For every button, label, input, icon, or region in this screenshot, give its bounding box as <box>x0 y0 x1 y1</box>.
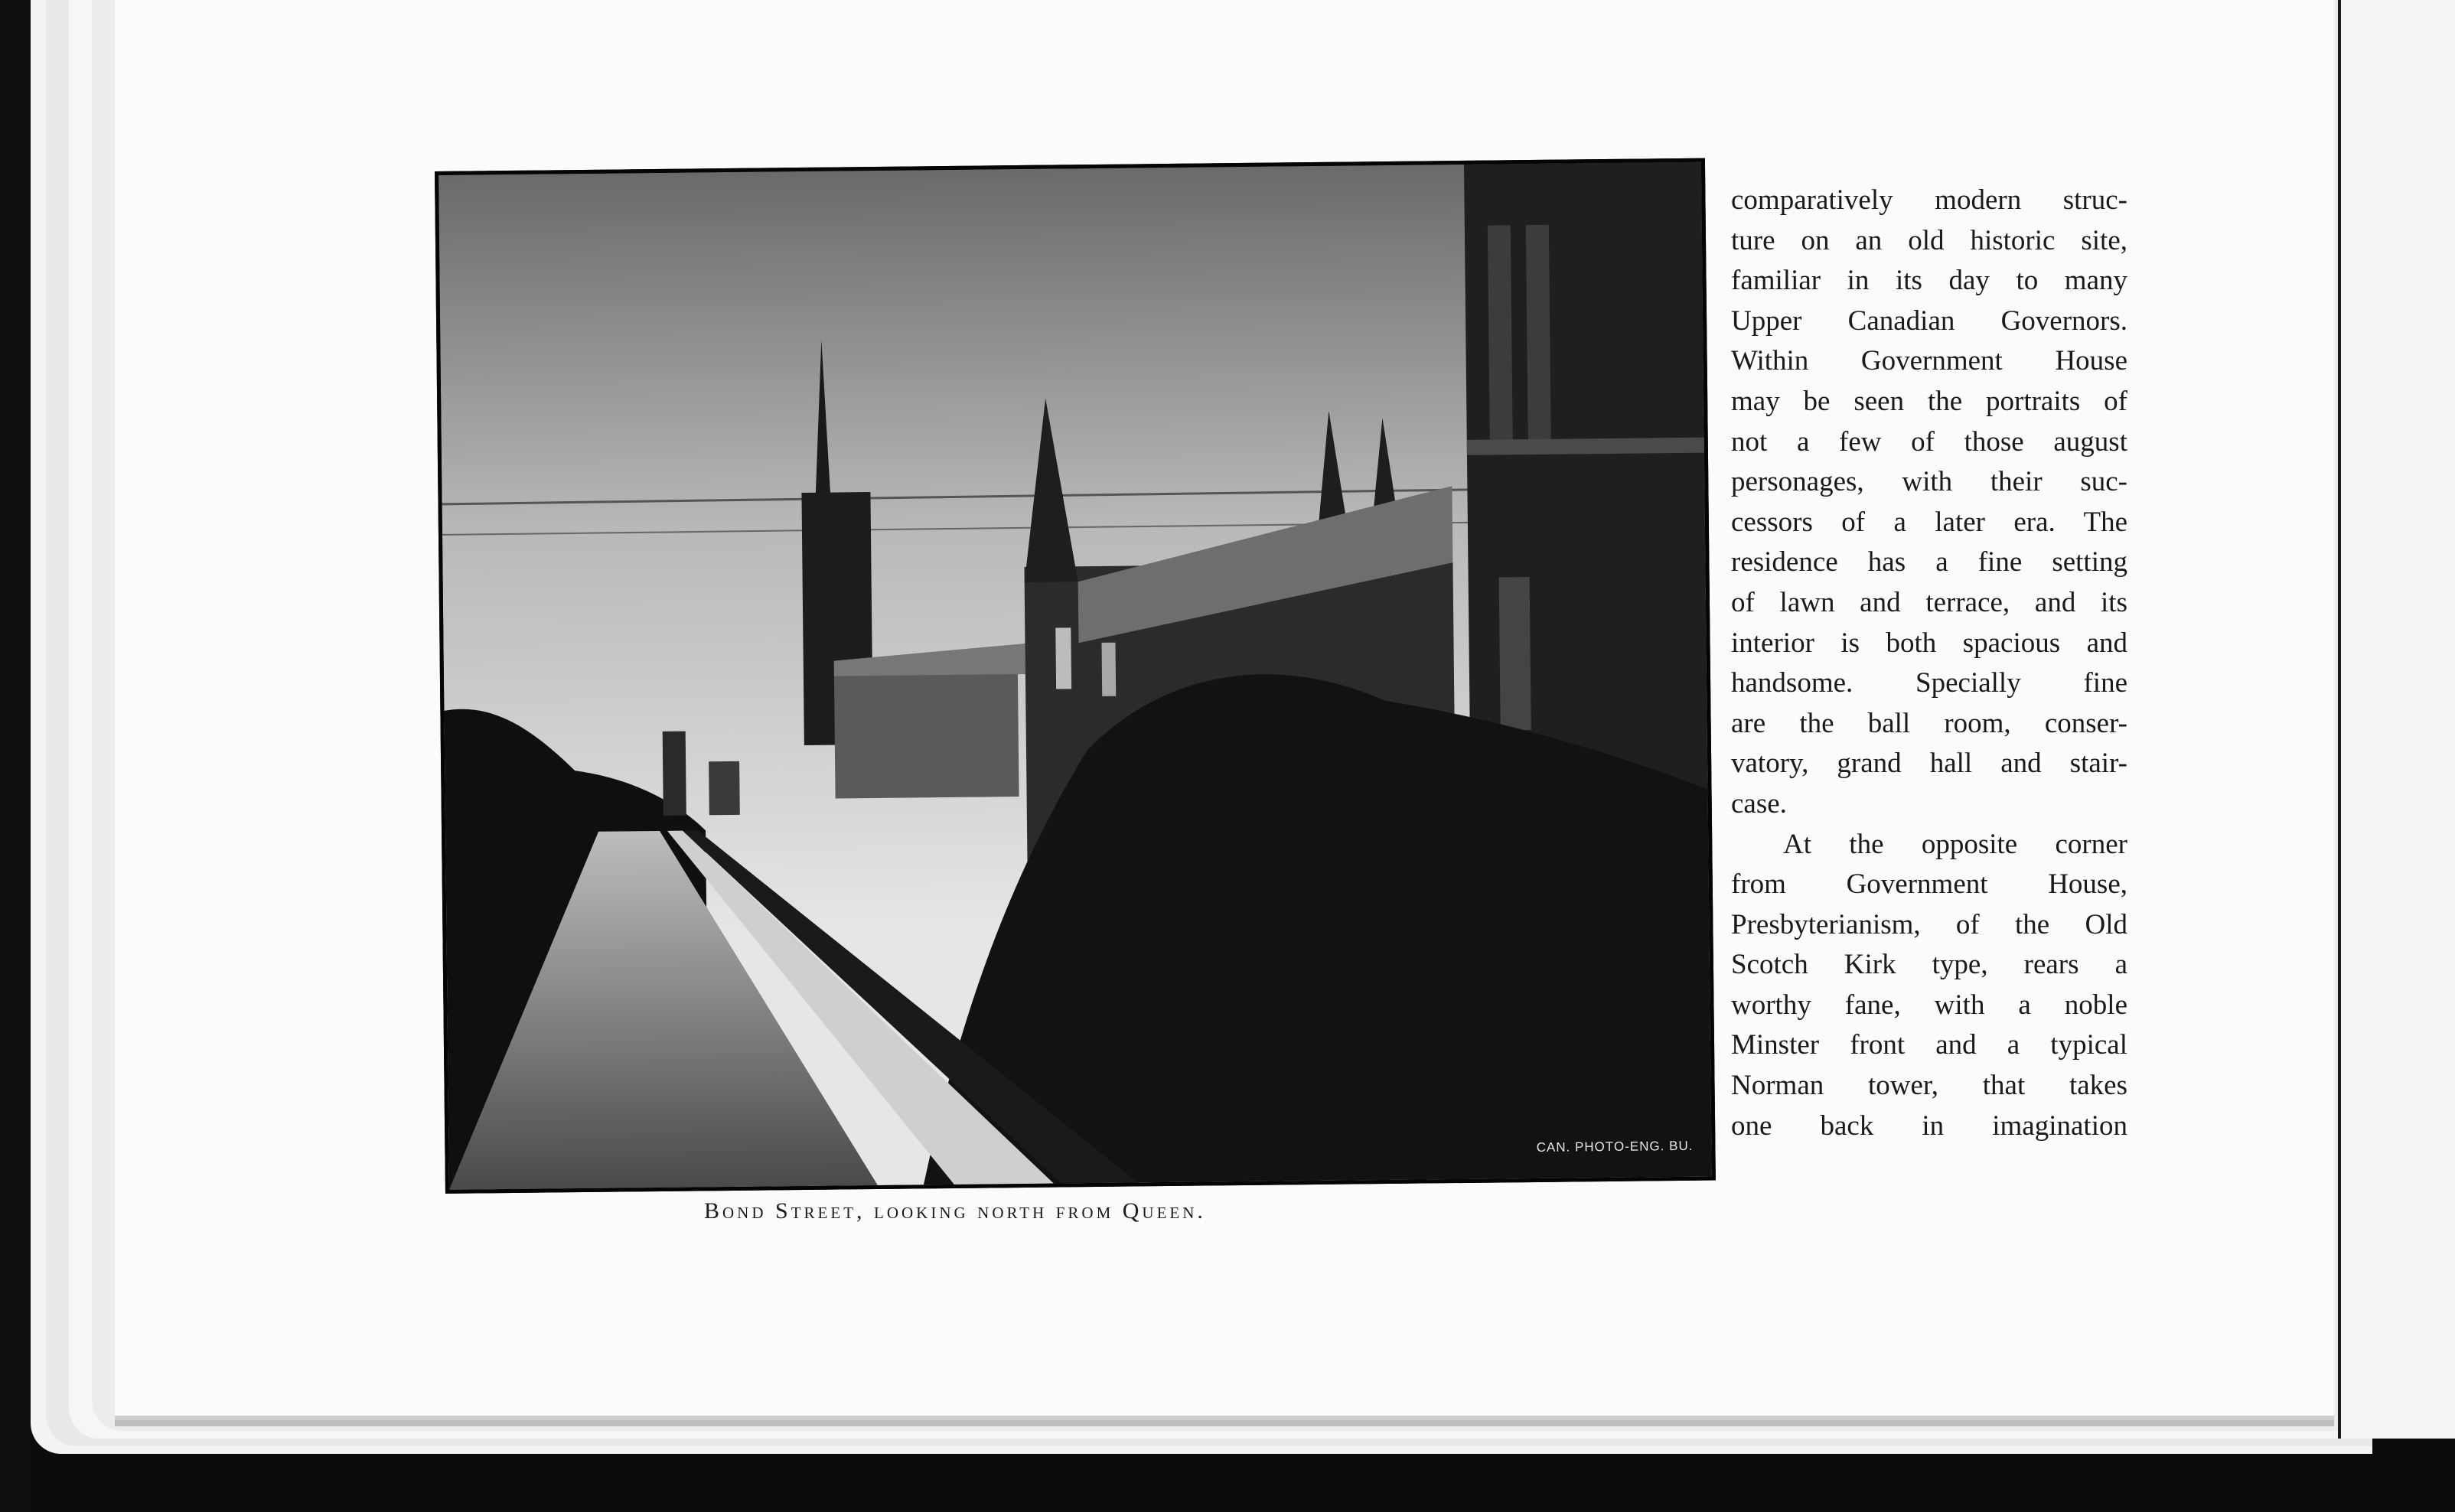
text-line: are the ball room, conser- <box>1731 707 2127 739</box>
text-line: interior is both spacious and <box>1731 627 2127 659</box>
text-line: At the opposite corner <box>1783 828 2127 860</box>
text-line: Upper Canadian Governors. <box>1731 305 2127 337</box>
text-line: not a few of those august <box>1731 425 2127 458</box>
text-line: vatory, grand hall and stair- <box>1731 748 2127 780</box>
text-line: may be seen the portraits of <box>1731 385 2127 417</box>
scanner-edge <box>0 0 31 1512</box>
figure-caption: Bond Street, looking north from Queen. <box>704 1198 1206 1224</box>
text-line: handsome. Specially fine <box>1731 667 2127 699</box>
text-line: personages, with their suc- <box>1731 466 2127 498</box>
text-line: worthy fane, with a noble <box>1731 989 2127 1021</box>
text-line: familiar in its day to many <box>1731 265 2127 297</box>
text-line: Presbyterianism, of the Old <box>1731 908 2127 940</box>
street-photograph <box>439 162 1712 1190</box>
text-line: cessors of a later era. The <box>1731 506 2127 538</box>
body-text-column <box>1731 181 2127 1146</box>
engraver-mark: CAN. PHOTO-ENG. BU. <box>1536 1138 1694 1155</box>
text-line: Minster front and a typical <box>1731 1029 2127 1061</box>
text-line: case. <box>1731 787 1787 820</box>
photograph-plate <box>435 158 1716 1194</box>
text-line: from Government House, <box>1731 868 2127 901</box>
text-line: of lawn and terrace, and its <box>1731 586 2127 618</box>
text-line: ture on an old historic site, <box>1731 224 2127 256</box>
text-line: comparatively modern struc- <box>1731 184 2127 216</box>
text-line: residence has a fine setting <box>1731 546 2127 578</box>
text-line: Norman tower, that takes <box>1731 1070 2127 1102</box>
text-line: one back in imagination <box>1731 1110 2127 1142</box>
text-line: Within Government House <box>1731 345 2127 377</box>
text-line: Scotch Kirk type, rears a <box>1731 949 2127 981</box>
facing-page-edge <box>2338 0 2455 1439</box>
